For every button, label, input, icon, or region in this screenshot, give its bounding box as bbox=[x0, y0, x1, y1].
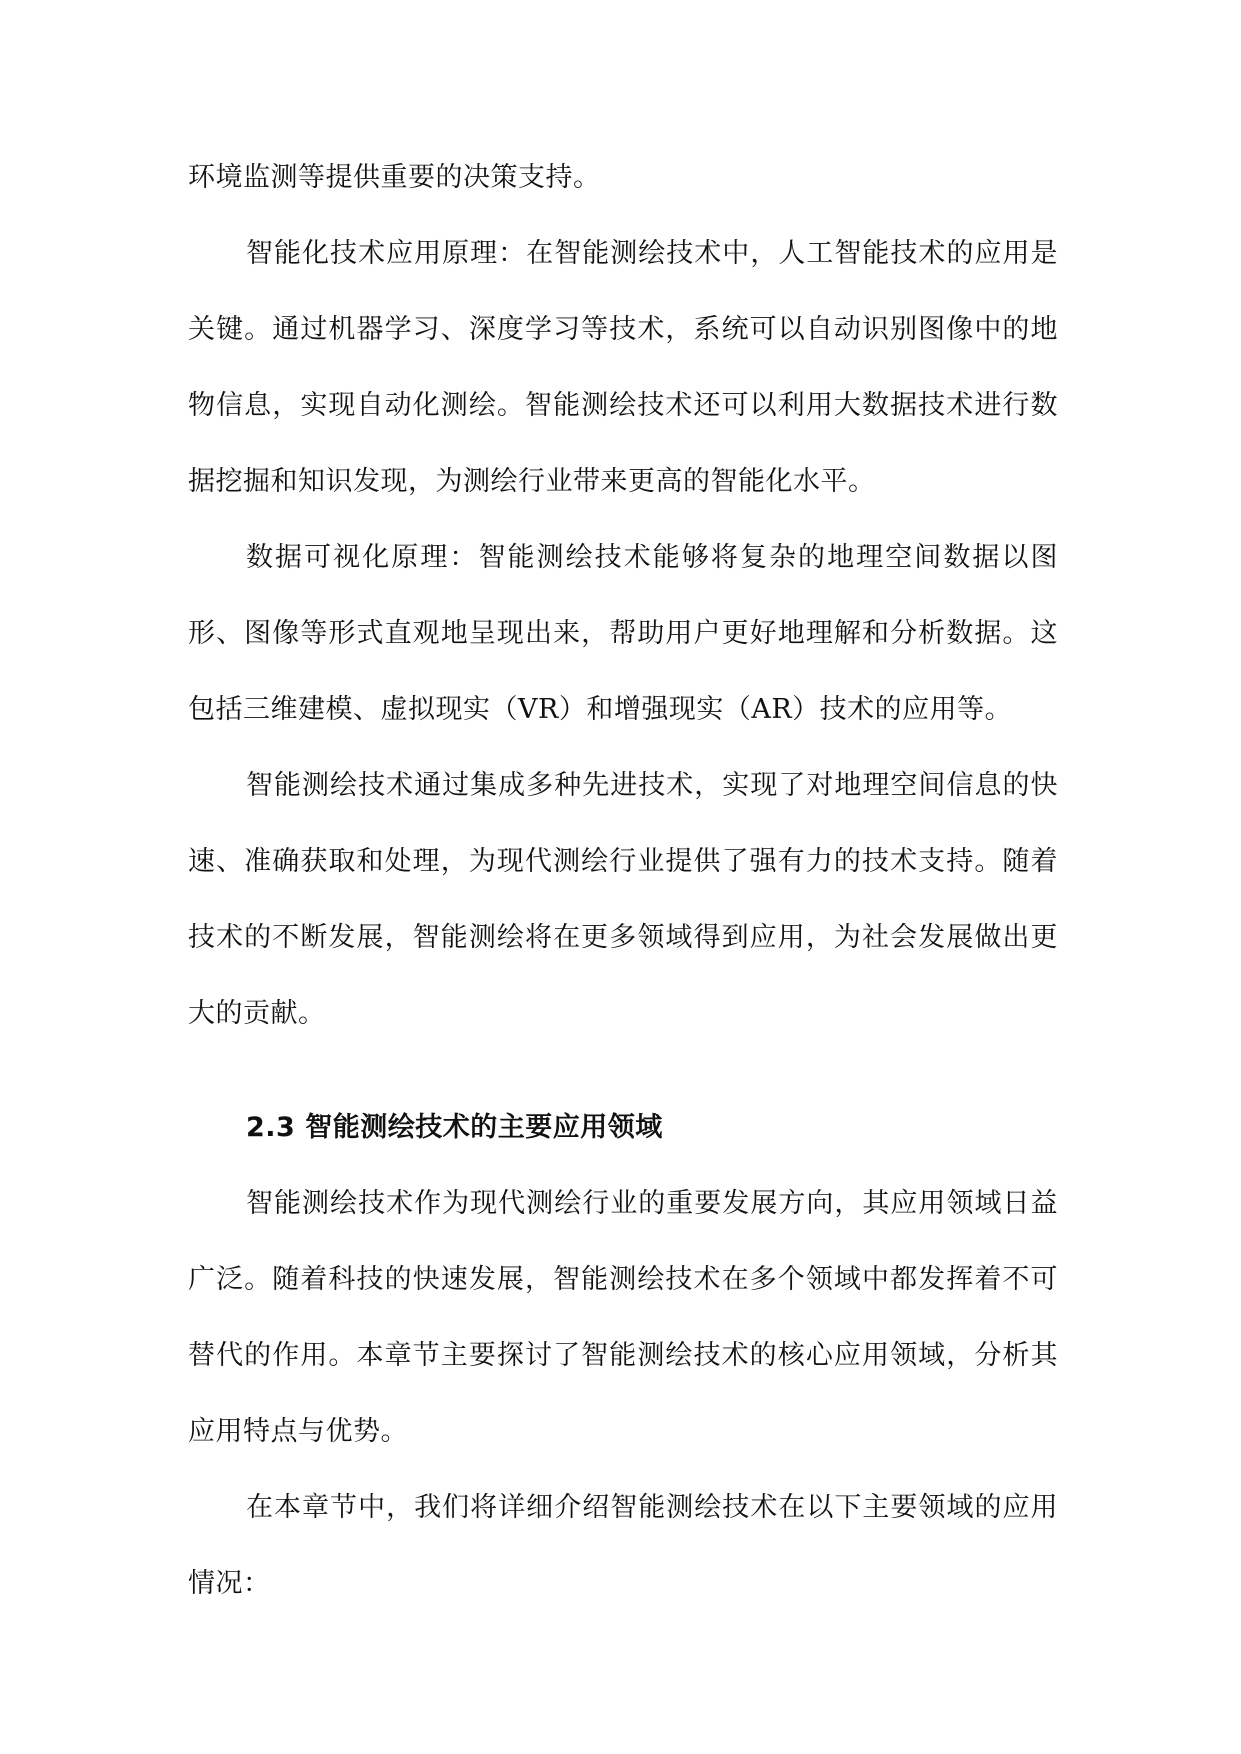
paragraph-data-visualization-principle: 数据可视化原理：智能测绘技术能够将复杂的地理空间数据以图形、图像等形式直观地呈现出来，帮助用户更好地理解和分析数据。这包括三维建模、虚拟现实（VR）和增强现实（AR）技术的应用等。 bbox=[188, 542, 1058, 725]
paragraph-continuation: 环境监测等提供重要的决策支持。 bbox=[188, 162, 601, 193]
document-body bbox=[188, 140, 1058, 1622]
section-heading: 2.3 智能测绘技术的主要应用领域 bbox=[246, 1112, 663, 1143]
paragraph-chapter-overview: 在本章节中，我们将详细介绍智能测绘技术在以下主要领域的应用情况： bbox=[188, 1492, 1058, 1599]
paragraph-summary: 智能测绘技术通过集成多种先进技术，实现了对地理空间信息的快速、准确获取和处理，为现代测绘行业提供了强有力的技术支持。随着技术的不断发展，智能测绘将在更多领域得到应用，为社会发展做出更大的贡献。 bbox=[188, 770, 1058, 1029]
paragraph-application-fields-intro: 智能测绘技术作为现代测绘行业的重要发展方向，其应用领域日益广泛。随着科技的快速发展，智能测绘技术在多个领域中都发挥着不可替代的作用。本章节主要探讨了智能测绘技术的核心应用领域，分析其应用特点与优势。 bbox=[188, 1188, 1058, 1447]
paragraph-intelligent-tech-principle: 智能化技术应用原理：在智能测绘技术中，人工智能技术的应用是关键。通过机器学习、深度学习等技术，系统可以自动识别图像中的地物信息，实现自动化测绘。智能测绘技术还可以利用大数据技术进行数据挖掘和知识发现，为测绘行业带来更高的智能化水平。 bbox=[188, 238, 1058, 497]
